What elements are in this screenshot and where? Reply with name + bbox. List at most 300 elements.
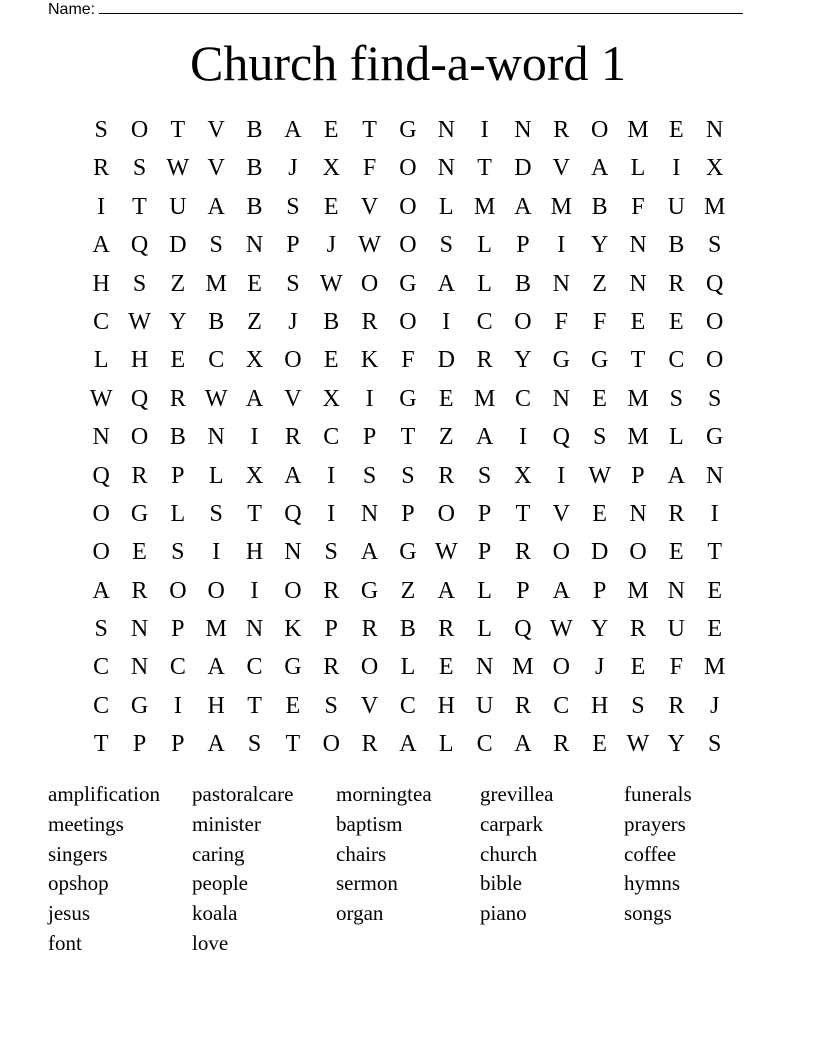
- grid-letter: M: [627, 385, 649, 412]
- grid-letter: V: [207, 117, 225, 143]
- grid-letter: S: [94, 616, 108, 643]
- grid-letter: E: [132, 539, 147, 566]
- grid-letter: O: [360, 654, 379, 681]
- grid-letter: B: [208, 308, 225, 335]
- grid-letter: P: [171, 731, 185, 758]
- grid-letter: N: [706, 462, 724, 489]
- grid-letter: D: [169, 232, 187, 259]
- grid-letter: I: [480, 117, 489, 143]
- grid-letter: I: [557, 462, 566, 489]
- grid-letter: K: [360, 347, 379, 374]
- grid-letter: S: [209, 500, 223, 527]
- grid-letter: T: [515, 500, 531, 527]
- word-column: [48, 780, 192, 959]
- grid-letter: G: [706, 424, 724, 451]
- grid-letter: O: [629, 539, 647, 566]
- grid-letter: Q: [552, 424, 570, 451]
- word-list-item: songs: [624, 901, 672, 926]
- grid-letter: O: [284, 577, 302, 604]
- grid-letter: W: [128, 308, 151, 335]
- grid-letter: N: [437, 155, 455, 182]
- grid-letter: J: [594, 654, 605, 681]
- grid-letter: C: [553, 692, 570, 719]
- grid-letter: R: [553, 731, 570, 758]
- grid-letter: E: [247, 270, 262, 297]
- grid-letter: T: [477, 155, 492, 182]
- grid-letter: R: [323, 654, 340, 681]
- grid-row: [82, 725, 734, 763]
- grid-letter: Y: [667, 731, 685, 758]
- grid-letter: V: [360, 193, 379, 220]
- grid-letter: O: [552, 654, 570, 681]
- grid-letter: O: [92, 539, 110, 566]
- grid-letter: E: [707, 616, 722, 643]
- grid-letter: S: [286, 270, 300, 297]
- grid-letter: P: [286, 232, 300, 259]
- grid-letter: R: [361, 616, 378, 643]
- grid-letter: T: [170, 117, 186, 143]
- grid-letter: N: [514, 117, 532, 143]
- word-list-item: love: [192, 930, 229, 955]
- grid-letter: Q: [92, 462, 110, 489]
- grid-letter: D: [437, 347, 455, 374]
- grid-letter: O: [399, 155, 417, 182]
- word-list-item: pastoralcare: [192, 782, 294, 806]
- grid-letter: P: [324, 616, 338, 643]
- grid-letter: S: [324, 692, 338, 719]
- grid-letter: V: [552, 500, 570, 527]
- grid-letter: A: [207, 654, 225, 681]
- grid-letter: S: [401, 462, 415, 489]
- grid-letter: W: [358, 232, 381, 259]
- word-list-item: singers: [48, 841, 108, 866]
- grid-letter: E: [323, 193, 339, 220]
- grid-letter: S: [247, 731, 262, 758]
- grid-letter: R: [438, 616, 455, 643]
- grid-letter: R: [629, 616, 646, 643]
- grid-row: [82, 188, 734, 226]
- grid-letter: E: [668, 308, 684, 335]
- grid-letter: Y: [169, 308, 187, 335]
- grid-letter: S: [631, 692, 645, 719]
- grid-row: [82, 687, 734, 725]
- grid-letter: E: [668, 539, 684, 566]
- grid-letter: B: [323, 308, 340, 335]
- word-list-item: piano: [480, 901, 527, 926]
- grid-letter: T: [132, 193, 147, 220]
- grid-letter: S: [707, 731, 722, 758]
- grid-letter: L: [630, 155, 646, 182]
- grid-letter: N: [629, 500, 647, 527]
- grid-letter: N: [706, 117, 724, 143]
- grid-letter: X: [322, 155, 340, 182]
- grid-letter: I: [327, 462, 336, 489]
- grid-letter: Z: [592, 270, 607, 297]
- grid-letter: R: [93, 155, 110, 182]
- grid-letter: N: [245, 616, 264, 643]
- grid-letter: I: [710, 500, 719, 527]
- grid-row: [82, 265, 734, 303]
- grid-row: [82, 418, 734, 456]
- grid-letter: S: [324, 539, 338, 566]
- grid-letter: G: [399, 117, 417, 143]
- grid-letter: F: [592, 308, 607, 335]
- grid-letter: G: [399, 270, 417, 297]
- grid-letter: U: [667, 193, 685, 220]
- grid-letter: O: [399, 193, 417, 220]
- grid-letter: S: [132, 270, 147, 297]
- grid-letter: U: [475, 692, 494, 719]
- word-column: [624, 780, 768, 959]
- grid-letter: S: [209, 232, 223, 259]
- grid-letter: F: [362, 155, 377, 182]
- grid-letter: C: [476, 731, 493, 758]
- grid-letter: A: [284, 462, 302, 489]
- grid-row: [82, 149, 734, 187]
- grid-letter: L: [170, 500, 186, 527]
- grid-letter: A: [475, 424, 494, 451]
- grid-letter: O: [552, 539, 570, 566]
- grid-letter: N: [245, 232, 264, 259]
- grid-letter: P: [171, 616, 185, 643]
- grid-letter: E: [592, 731, 607, 758]
- grid-letter: S: [669, 385, 683, 412]
- grid-letter: W: [204, 385, 228, 412]
- grid-letter: Q: [130, 232, 149, 259]
- grid-letter: E: [592, 385, 607, 412]
- grid-letter: T: [707, 539, 722, 566]
- grid-letter: N: [667, 577, 685, 604]
- grid-letter: N: [629, 232, 647, 259]
- grid-letter: A: [437, 577, 455, 604]
- grid-letter: N: [130, 616, 149, 643]
- grid-letter: P: [171, 462, 185, 489]
- letter-grid: [82, 111, 734, 764]
- grid-letter: P: [132, 731, 147, 758]
- name-label: Name:: [48, 1, 96, 18]
- grid-row: [82, 303, 734, 341]
- grid-letter: E: [323, 347, 339, 374]
- grid-letter: R: [514, 692, 531, 719]
- grid-row: [82, 533, 734, 571]
- grid-letter: V: [207, 155, 225, 182]
- grid-letter: R: [131, 462, 148, 489]
- grid-letter: Z: [438, 424, 454, 451]
- grid-letter: R: [668, 692, 685, 719]
- grid-letter: R: [361, 731, 378, 758]
- grid-letter: N: [284, 539, 302, 566]
- word-list-item: grevillea: [480, 782, 554, 806]
- grid-letter: S: [592, 424, 607, 451]
- grid-letter: B: [668, 232, 685, 259]
- page-title: Church find-a-word 1: [190, 35, 626, 91]
- grid-letter: S: [171, 539, 185, 566]
- word-list-item: carpark: [480, 811, 543, 836]
- grid-letter: S: [707, 385, 722, 412]
- grid-letter: C: [246, 654, 263, 681]
- grid-row: [82, 226, 734, 264]
- grid-letter: G: [130, 500, 149, 527]
- grid-row: [82, 380, 734, 418]
- word-list-item: jesus: [48, 901, 90, 926]
- grid-letter: A: [207, 193, 225, 220]
- grid-letter: T: [630, 347, 646, 374]
- grid-letter: M: [627, 424, 649, 451]
- grid-letter: T: [285, 731, 301, 758]
- grid-letter: T: [400, 424, 416, 451]
- grid-letter: R: [361, 308, 378, 335]
- grid-letter: P: [516, 577, 530, 604]
- grid-letter: M: [205, 616, 227, 643]
- grid-letter: F: [401, 347, 415, 374]
- grid-letter: N: [475, 654, 494, 681]
- grid-letter: H: [245, 539, 264, 566]
- grid-letter: R: [284, 424, 301, 451]
- grid-letter: S: [132, 155, 147, 182]
- grid-letter: M: [627, 577, 649, 604]
- word-list-item: coffee: [624, 841, 677, 866]
- grid-letter: I: [442, 308, 451, 335]
- grid-letter: E: [630, 308, 646, 335]
- grid-letter: J: [326, 232, 336, 259]
- grid-letter: P: [477, 500, 492, 527]
- grid-letter: N: [92, 424, 110, 451]
- grid-letter: T: [247, 692, 262, 719]
- grid-letter: X: [245, 347, 264, 374]
- grid-letter: H: [437, 692, 455, 719]
- grid-letter: B: [246, 155, 263, 182]
- grid-letter: P: [631, 462, 645, 489]
- grid-letter: I: [557, 232, 566, 259]
- word-list-item: organ: [336, 901, 384, 926]
- word-list-item: minister: [192, 811, 261, 836]
- grid-letter: G: [360, 577, 379, 604]
- grid-letter: Q: [284, 500, 302, 527]
- grid-letter: V: [360, 692, 379, 719]
- grid-letter: A: [514, 731, 532, 758]
- grid-letter: A: [437, 270, 455, 297]
- grid-letter: R: [169, 385, 186, 412]
- grid-letter: A: [207, 731, 225, 758]
- grid-letter: U: [169, 193, 187, 220]
- grid-letter: Q: [706, 270, 724, 297]
- grid-letter: O: [284, 347, 302, 374]
- word-column: [336, 780, 480, 959]
- word-list-item: chairs: [336, 841, 387, 866]
- grid-letter: I: [173, 692, 182, 719]
- grid-letter: A: [245, 385, 264, 412]
- word-column: [192, 780, 336, 959]
- grid-letter: M: [473, 193, 496, 220]
- grid-letter: E: [668, 117, 684, 143]
- grid-letter: M: [512, 654, 534, 681]
- grid-letter: C: [169, 654, 186, 681]
- grid-letter: Q: [514, 616, 532, 643]
- grid-letter: C: [476, 308, 493, 335]
- grid-letter: E: [438, 654, 454, 681]
- grid-letter: C: [208, 347, 225, 374]
- grid-letter: D: [590, 539, 609, 566]
- grid-letter: W: [166, 155, 190, 182]
- grid-row: [82, 610, 734, 648]
- grid-letter: G: [552, 347, 570, 374]
- grid-letter: C: [93, 654, 110, 681]
- grid-letter: G: [590, 347, 609, 374]
- grid-letter: X: [514, 462, 532, 489]
- grid-row: [82, 572, 734, 610]
- word-list-item: funerals: [624, 782, 692, 806]
- grid-letter: I: [365, 385, 374, 412]
- grid-letter: X: [706, 155, 724, 182]
- grid-letter: C: [668, 347, 685, 374]
- grid-letter: S: [707, 232, 722, 259]
- grid-letter: A: [284, 117, 302, 143]
- grid-letter: M: [205, 270, 227, 297]
- grid-letter: P: [516, 232, 530, 259]
- grid-letter: W: [434, 539, 458, 566]
- grid-letter: G: [399, 539, 417, 566]
- grid-letter: G: [284, 654, 302, 681]
- word-list-item: amplification: [48, 782, 160, 806]
- grid-letter: A: [399, 731, 417, 758]
- grid-letter: C: [93, 692, 110, 719]
- grid-row: [82, 648, 734, 686]
- grid-letter: O: [706, 347, 724, 374]
- grid-letter: L: [477, 270, 492, 297]
- grid-letter: O: [130, 424, 149, 451]
- word-list-item: people: [192, 871, 248, 896]
- grid-letter: M: [550, 193, 572, 220]
- grid-letter: S: [477, 462, 492, 489]
- grid-letter: L: [477, 232, 492, 259]
- grid-letter: X: [245, 462, 264, 489]
- grid-letter: C: [93, 308, 110, 335]
- grid-letter: J: [288, 155, 298, 182]
- grid-letter: I: [518, 424, 527, 451]
- grid-letter: M: [473, 385, 496, 412]
- grid-letter: O: [590, 117, 609, 143]
- grid-letter: V: [284, 385, 302, 412]
- grid-letter: W: [588, 462, 611, 489]
- grid-letter: O: [360, 270, 379, 297]
- grid-letter: R: [553, 117, 570, 143]
- grid-letter: G: [130, 692, 149, 719]
- grid-row: [82, 457, 734, 495]
- grid-letter: I: [672, 155, 681, 182]
- grid-letter: O: [706, 308, 724, 335]
- grid-letter: B: [169, 424, 186, 451]
- word-list-item: caring: [192, 841, 245, 866]
- grid-letter: I: [327, 500, 336, 527]
- grid-letter: A: [92, 232, 110, 259]
- grid-letter: A: [514, 193, 532, 220]
- grid-letter: N: [130, 654, 149, 681]
- grid-letter: I: [97, 193, 106, 220]
- grid-letter: O: [92, 500, 110, 527]
- grid-letter: W: [549, 616, 573, 643]
- grid-letter: R: [438, 462, 455, 489]
- word-list-item: sermon: [336, 871, 398, 896]
- grid-letter: H: [207, 692, 225, 719]
- grid-letter: H: [92, 270, 110, 297]
- word-list-item: meetings: [48, 811, 124, 836]
- grid-letter: Z: [400, 577, 416, 604]
- grid-letter: K: [284, 616, 302, 643]
- grid-letter: A: [92, 577, 110, 604]
- grid-letter: B: [246, 193, 263, 220]
- grid-letter: C: [323, 424, 340, 451]
- grid-letter: P: [592, 577, 607, 604]
- grid-letter: R: [514, 539, 531, 566]
- grid-letter: W: [89, 385, 113, 412]
- grid-letter: F: [631, 193, 645, 220]
- grid-letter: L: [668, 424, 684, 451]
- grid-letter: O: [437, 500, 455, 527]
- grid-letter: T: [247, 500, 262, 527]
- grid-letter: Z: [247, 308, 262, 335]
- grid-letter: L: [438, 193, 454, 220]
- grid-letter: Y: [590, 232, 609, 259]
- grid-letter: M: [627, 117, 649, 143]
- grid-letter: A: [360, 539, 379, 566]
- grid-letter: T: [93, 731, 109, 758]
- grid-letter: O: [514, 308, 532, 335]
- grid-letter: O: [169, 577, 187, 604]
- grid-letter: Y: [590, 616, 609, 643]
- grid-letter: N: [629, 270, 647, 297]
- grid-letter: J: [710, 692, 720, 719]
- grid-letter: S: [286, 193, 300, 220]
- grid-letter: E: [170, 347, 186, 374]
- word-list-item: koala: [192, 901, 238, 926]
- grid-letter: W: [626, 731, 650, 758]
- grid-row: [82, 111, 734, 149]
- word-list-item: baptism: [336, 811, 403, 836]
- grid-letter: P: [362, 424, 377, 451]
- grid-letter: L: [93, 347, 109, 374]
- grid-letter: H: [590, 692, 609, 719]
- grid-letter: N: [207, 424, 225, 451]
- grid-letter: E: [323, 117, 339, 143]
- grid-letter: M: [704, 193, 726, 220]
- grid-letter: A: [667, 462, 685, 489]
- grid-letter: V: [552, 155, 570, 182]
- grid-letter: S: [439, 232, 453, 259]
- grid-letter: T: [362, 117, 377, 143]
- name-blank-line: [99, 0, 743, 14]
- grid-letter: O: [399, 308, 417, 335]
- grid-letter: O: [130, 117, 149, 143]
- grid-letter: B: [514, 270, 531, 297]
- grid-letter: I: [250, 577, 259, 604]
- grid-letter: G: [399, 385, 417, 412]
- grid-letter: R: [131, 577, 148, 604]
- grid-letter: R: [668, 270, 685, 297]
- grid-letter: B: [246, 117, 263, 143]
- grid-row: [82, 341, 734, 379]
- grid-letter: A: [552, 577, 570, 604]
- grid-letter: B: [591, 193, 608, 220]
- grid-letter: M: [704, 654, 726, 681]
- name-field: [48, 0, 743, 20]
- grid-letter: C: [514, 385, 531, 412]
- grid-letter: E: [592, 500, 607, 527]
- grid-letter: F: [669, 654, 683, 681]
- grid-letter: X: [322, 385, 340, 412]
- word-list-item: prayers: [624, 811, 686, 836]
- grid-letter: N: [360, 500, 379, 527]
- grid-letter: S: [94, 117, 108, 143]
